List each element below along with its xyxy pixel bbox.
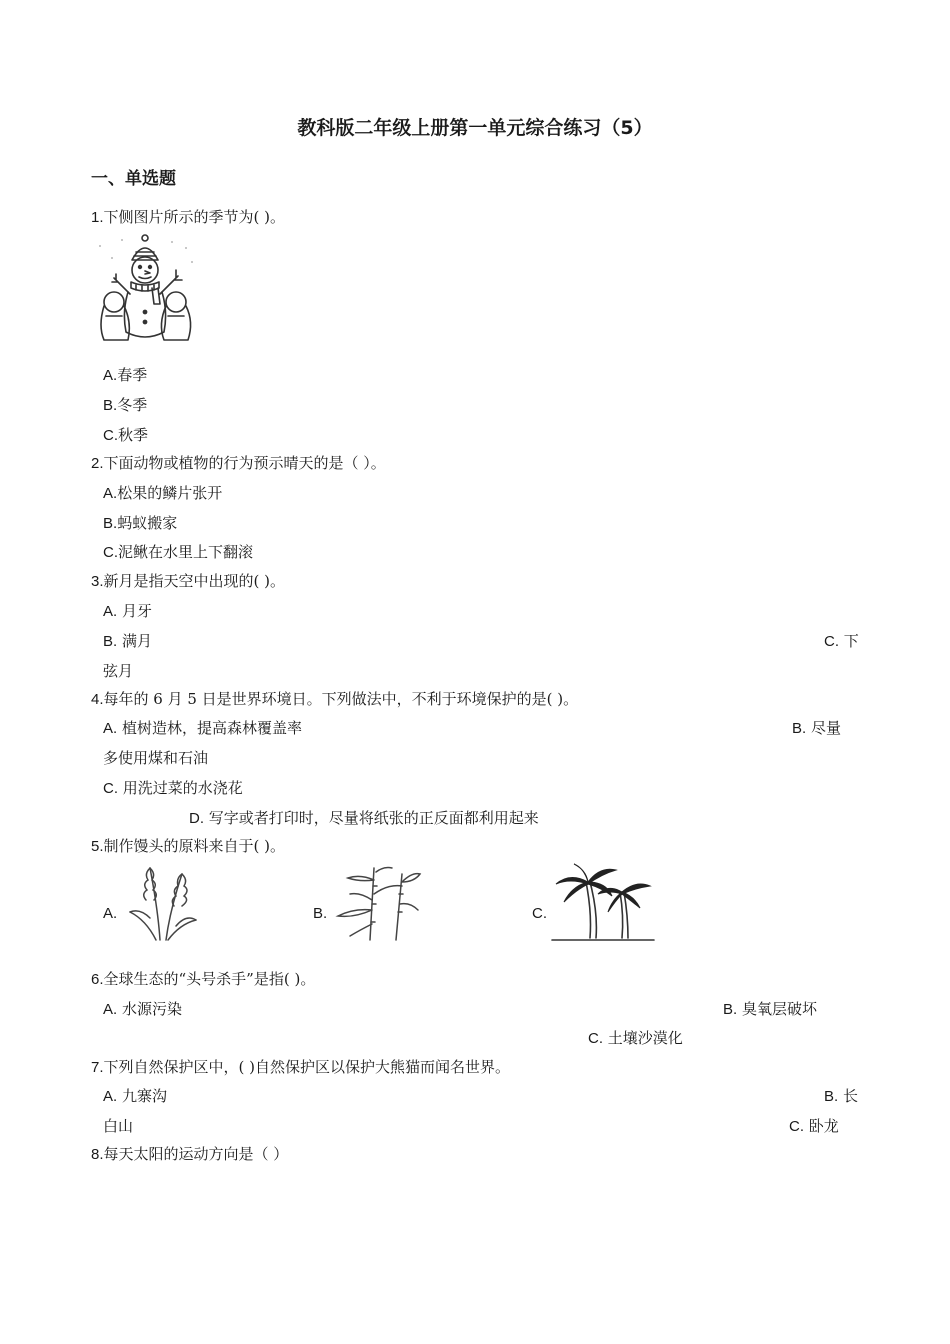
option-text: 九寨沟 [117,1087,167,1105]
question-text: 下面动物或植物的行为预示晴天的是（ ）。 [103,454,386,472]
option-letter: B. [103,515,118,532]
option-1b[interactable] [103,395,147,416]
option-text: 满月 [117,632,152,650]
option-5c[interactable] [532,903,547,924]
question-text: 新月是指天空中出现的( )。 [103,572,285,590]
option-text: 月牙 [117,602,152,620]
option-letter: D. [189,810,204,827]
question-number: 1. [91,209,104,226]
question-number: 5. [91,838,104,855]
option-text: 用洗过菜的水浇花 [118,779,243,797]
option-text: 水源污染 [117,1000,182,1018]
option-letter: C. [103,427,118,444]
option-letter: B. [723,1001,738,1018]
question-8 [91,1144,288,1165]
option-4b[interactable] [792,718,841,739]
question-number: 7. [91,1059,104,1076]
option-letter: A. [103,720,118,737]
option-text: 长 [838,1087,858,1105]
option-letter: A. [103,1001,118,1018]
option-text: 植树造林，提高森林覆盖率 [117,719,302,737]
option-3c-continuation: 弦月 [103,662,134,680]
question-5 [91,836,285,857]
question-text: 全球生态的“头号杀手”是指( )。 [103,970,316,988]
option-7b-continuation: 白山 [103,1117,134,1135]
option-1a[interactable] [103,365,147,386]
option-letter: C. [103,544,118,561]
option-text: 尽量 [806,719,841,737]
question-number: 6. [91,971,104,988]
question-number: 2. [91,455,104,472]
option-letter: C. [588,1030,603,1047]
option-3a[interactable] [103,601,152,622]
option-7b[interactable] [824,1086,858,1107]
question-text: 制作馒头的原料来自于( )。 [103,837,285,855]
option-text: 下 [839,632,859,650]
wheat-icon [120,860,206,942]
question-4 [91,689,578,710]
question-text: 每天太阳的运动方向是（ ） [103,1145,289,1163]
option-5a[interactable] [103,903,117,924]
bamboo-icon [330,864,422,942]
option-text: 泥鳅在水里上下翻滚 [118,543,254,561]
snowman-icon [92,232,198,346]
option-1c[interactable] [103,425,148,446]
option-letter: B. [103,397,118,414]
option-text: 写字或者打印时，尽量将纸张的正反面都利用起来 [204,809,539,827]
option-letter: C. [103,780,118,797]
option-text: 春季 [117,366,148,384]
option-7c[interactable] [789,1116,839,1137]
section-heading: 一、单选题 [91,169,176,189]
option-text: 土壤沙漠化 [603,1029,683,1047]
palm-tree-icon [550,862,656,944]
option-text: 卧龙 [804,1117,839,1135]
option-letter: A. [103,367,118,384]
option-letter: A. [103,485,118,502]
option-text: 蚂蚁搬家 [117,514,178,532]
question-number: 3. [91,573,104,590]
option-5b[interactable] [313,903,327,924]
option-3c[interactable] [824,631,859,652]
option-4c[interactable] [103,778,243,799]
option-6a[interactable] [103,999,182,1020]
option-3b[interactable] [103,631,152,652]
option-text: 冬季 [117,396,148,414]
option-6c[interactable] [588,1028,683,1049]
page-title: 教科版二年级上册第一单元综合练习（5） [297,117,653,139]
question-text: 每年的 6 月 5 日是世界环境日。下列做法中，不利于环境保护的是( )。 [103,690,579,708]
question-2 [91,453,386,474]
option-2c[interactable] [103,542,253,563]
question-text: 下列自然保护区中，( )自然保护区以保护大熊猫而闻名世界。 [103,1058,510,1076]
option-2b[interactable] [103,513,177,534]
question-text: 下侧图片所示的季节为( )。 [103,208,285,226]
question-number: 4. [91,691,104,708]
option-letter: B. [313,905,328,922]
option-text: 臭氧层破坏 [737,1000,817,1018]
option-letter: A. [103,905,118,922]
option-letter: A. [103,1088,118,1105]
question-3 [91,571,285,592]
option-4b-continuation: 多使用煤和石油 [103,749,209,767]
option-letter: C. [532,905,547,922]
option-4a[interactable] [103,718,302,739]
question-1 [91,207,285,228]
option-letter: C. [824,633,839,650]
option-2a[interactable] [103,483,222,504]
option-text: 松果的鳞片张开 [117,484,223,502]
option-text: 秋季 [118,426,149,444]
question-number: 8. [91,1146,104,1163]
option-letter: A. [103,603,118,620]
option-letter: C. [789,1118,804,1135]
question-6 [91,969,315,990]
option-7a[interactable] [103,1086,167,1107]
option-letter: B. [792,720,807,737]
option-4d[interactable] [189,808,539,829]
question-7 [91,1057,510,1078]
option-letter: B. [824,1088,839,1105]
option-letter: B. [103,633,118,650]
option-6b[interactable] [723,999,817,1020]
